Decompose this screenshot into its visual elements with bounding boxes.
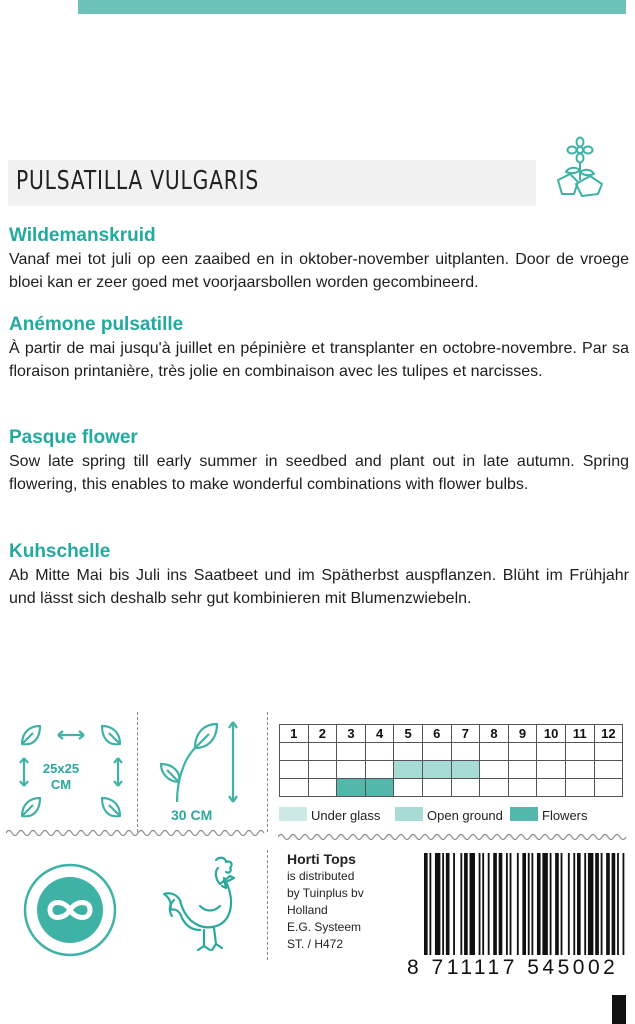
- section-german: [9, 540, 629, 610]
- calendar-row-open-ground: [280, 761, 623, 779]
- spacing-unit: CM: [50, 777, 72, 792]
- calendar-cell: [480, 779, 509, 797]
- calendar-cell: [365, 743, 394, 761]
- calendar-month-cell: 1: [280, 725, 309, 743]
- calendar-cell: [280, 761, 309, 779]
- section-text: Vanaf mei tot juli op een zaaibed en in oktober-november uitplanten. Door de vroege bloei kan er zeer goed met voorjaarsbollen worden gecombineerd.: [9, 251, 629, 291]
- barcode-bar: [453, 853, 455, 955]
- legend-swatch: [395, 807, 423, 821]
- barcode-bar: [482, 853, 484, 955]
- calendar-month-cell: 9: [508, 725, 537, 743]
- calendar-cell: [594, 761, 623, 779]
- calendar-row-under-glass: [280, 743, 623, 761]
- barcode-bar: [499, 853, 503, 955]
- section-heading: Wildemanskruid: [9, 225, 156, 246]
- section-heading: Pasque flower: [9, 427, 138, 448]
- calendar-cell: [537, 743, 566, 761]
- barcode-bar: [442, 853, 444, 955]
- divider-vertical: [137, 712, 138, 832]
- corner-mark: [612, 995, 626, 1024]
- calendar-cell: [422, 761, 451, 779]
- calendar-month-cell: 5: [394, 725, 423, 743]
- barcode-bar: [493, 853, 497, 955]
- barcode-bar: [623, 853, 625, 955]
- legend-label: Under glass: [311, 808, 381, 823]
- distributor-line: ST. / H472: [287, 937, 344, 951]
- section-heading: Kuhschelle: [9, 541, 111, 562]
- plant-height-icon: [155, 718, 245, 806]
- calendar-cell: [280, 743, 309, 761]
- barcode-bar: [429, 853, 431, 955]
- barcode-bar: [612, 853, 616, 955]
- barcode-bar: [601, 853, 603, 955]
- calendar-cell: [480, 761, 509, 779]
- calendar-cell: [308, 779, 337, 797]
- calendar-cell: [337, 761, 366, 779]
- calendar-cell: [451, 743, 480, 761]
- barcode-bar: [470, 853, 475, 955]
- barcode-bar: [595, 853, 599, 955]
- calendar-cell: [422, 743, 451, 761]
- calendar-cell: [480, 743, 509, 761]
- calendar-month-cell: 12: [594, 725, 623, 743]
- calendar-cell: [308, 761, 337, 779]
- calendar-cell: [394, 779, 423, 797]
- barcode-bar: [568, 853, 570, 955]
- brand-name: Horti Tops: [287, 851, 356, 867]
- barcode-bar: [464, 853, 468, 955]
- calendar-cell: [565, 743, 594, 761]
- calendar-cell: [451, 779, 480, 797]
- barcode-bar: [522, 853, 526, 955]
- calendar-cell: [365, 779, 394, 797]
- barcode-bar: [435, 853, 440, 955]
- legend-swatch: [279, 807, 307, 821]
- barcode-bar: [517, 853, 519, 955]
- barcode-bar: [446, 853, 450, 955]
- calendar-cell: [422, 779, 451, 797]
- calendar-cell: [508, 761, 537, 779]
- barcode-bar: [561, 853, 563, 955]
- distributor-line: by Tuinplus bv: [287, 886, 364, 900]
- barcode-bar: [506, 853, 508, 955]
- spacing-label: [36, 761, 86, 793]
- distributor-line: is distributed: [287, 869, 355, 883]
- calendar-cell: [594, 779, 623, 797]
- divider-vertical: [267, 712, 268, 832]
- barcode-bar: [577, 853, 581, 955]
- barcode-bar: [606, 853, 610, 955]
- calendar-cell: [394, 761, 423, 779]
- section-heading: Anémone pulsatille: [9, 314, 184, 335]
- section-text: Sow late spring till early summer in seedbed and plant out in late autumn. Spring flowering, this enables to make wonderful combinations with flower bulbs.: [9, 453, 629, 493]
- wavy-divider: [6, 828, 266, 838]
- barcode-bar: [555, 853, 559, 955]
- section-french: [9, 313, 629, 383]
- calendar-month-cell: 10: [537, 725, 566, 743]
- barcode-number: 8 711117 545002: [407, 956, 619, 979]
- calendar-cell: [308, 743, 337, 761]
- barcode-bar: [488, 853, 490, 955]
- barcode-bar: [510, 853, 512, 955]
- calendar-month-cell: 6: [422, 725, 451, 743]
- calendar-month-row: [280, 725, 623, 743]
- calendar-month-cell: 8: [480, 725, 509, 743]
- calendar-cell: [365, 761, 394, 779]
- barcode-bar: [460, 853, 462, 955]
- section-text: À partir de mai jusqu'à juillet en pépinière et transplanter en octobre-novembre. Par sa floraison printanière, très jolie en combinaison avec les tulipes et narcisses.: [9, 340, 629, 380]
- barcode-bar: [537, 853, 541, 955]
- calendar-cell: [508, 743, 537, 761]
- legend-swatch: [510, 807, 538, 821]
- barcode-bar: [542, 853, 547, 955]
- section-dutch: [9, 224, 629, 294]
- calendar-cell: [537, 761, 566, 779]
- section-english: [9, 426, 629, 496]
- distributor-line: Holland: [287, 903, 328, 917]
- wavy-divider: [278, 832, 628, 842]
- calendar-cell: [337, 743, 366, 761]
- barcode-bar: [528, 853, 530, 955]
- legend-label: Flowers: [542, 808, 588, 823]
- product-title: PULSATILLA VULGARIS: [16, 166, 260, 196]
- calendar-cell: [508, 779, 537, 797]
- distributor-info: [287, 851, 364, 953]
- calendar-cell: [337, 779, 366, 797]
- distributor-line: E.G. Systeem: [287, 920, 362, 934]
- perennial-infinity-icon: [16, 860, 124, 960]
- plant-height-label: 30 CM: [171, 807, 213, 823]
- calendar-month-cell: 3: [337, 725, 366, 743]
- barcode-bar: [584, 853, 586, 955]
- divider-vertical: [267, 850, 268, 960]
- barcode-bar: [531, 853, 533, 955]
- barcode: [424, 853, 628, 955]
- legend-label: Open ground: [427, 808, 503, 823]
- calendar-cell: [451, 761, 480, 779]
- calendar-cell: [565, 779, 594, 797]
- barcode-bar: [588, 853, 593, 955]
- top-color-band: [78, 0, 626, 14]
- calendar-cell: [537, 779, 566, 797]
- calendar-month-cell: 7: [451, 725, 480, 743]
- calendar-month-cell: 11: [565, 725, 594, 743]
- flower-plant-icon: [552, 136, 608, 200]
- barcode-bar: [617, 853, 619, 955]
- spacing-value: 25x25: [42, 761, 80, 776]
- calendar-cell: [565, 761, 594, 779]
- calendar-cell: [280, 779, 309, 797]
- calendar-cell: [594, 743, 623, 761]
- calendar-cell: [394, 743, 423, 761]
- barcode-bar: [550, 853, 552, 955]
- rooster-icon: [160, 854, 244, 954]
- barcode-bar: [479, 853, 481, 955]
- barcode-bar: [573, 853, 575, 955]
- sowing-calendar: [279, 724, 623, 797]
- section-text: Ab Mitte Mai bis Juli ins Saatbeet und im Spätherbst auspflanzen. Blüht im Frühjahr und lässt sich deshalb sehr gut kombinieren mit Blumenzwiebeln.: [9, 567, 629, 607]
- calendar-month-cell: 4: [365, 725, 394, 743]
- barcode-bar: [424, 853, 428, 955]
- calendar-month-cell: 2: [308, 725, 337, 743]
- calendar-row-flowers: [280, 779, 623, 797]
